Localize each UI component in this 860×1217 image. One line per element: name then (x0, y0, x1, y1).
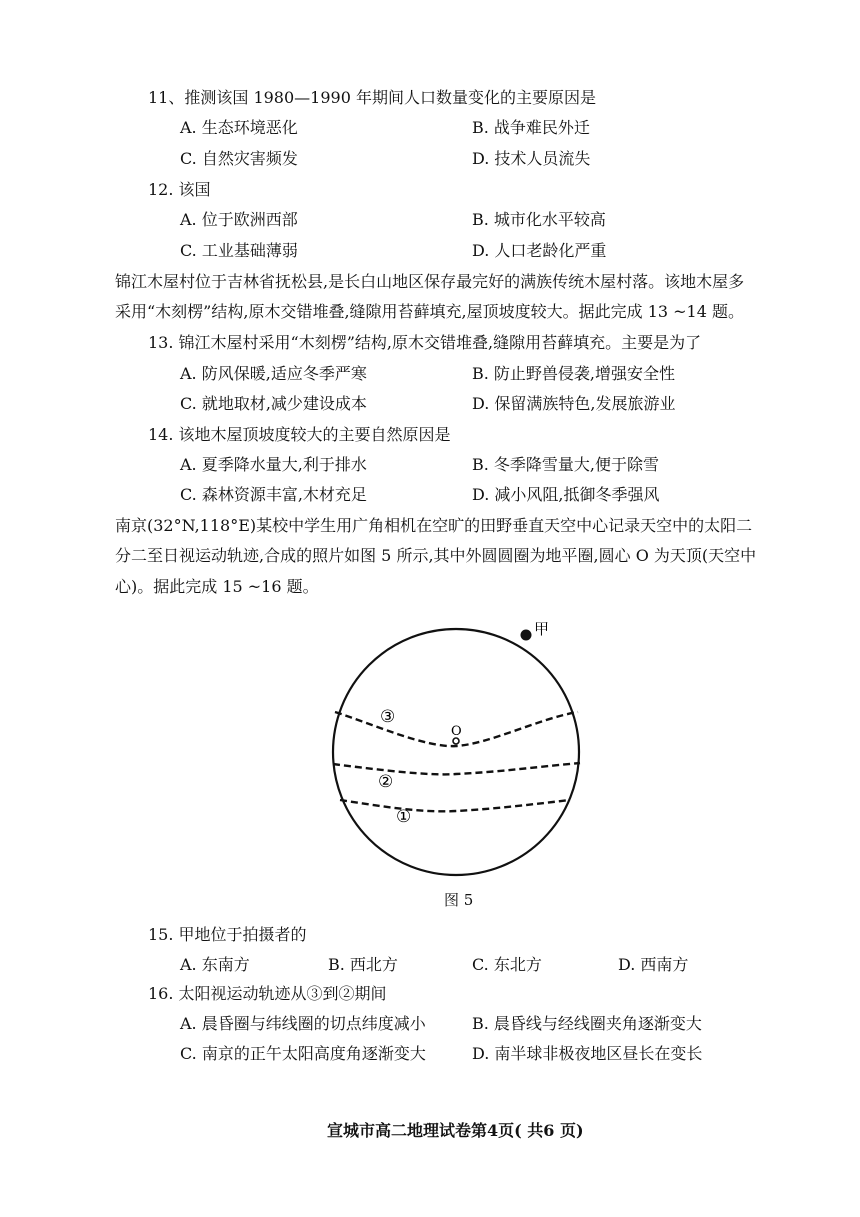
q13-option-a: A. 防风保暖,适应冬季严寒 (180, 364, 367, 383)
q14-option-c: C. 森林资源丰富,木材充足 (180, 485, 367, 504)
q12-option-b: B. 城市化水平较高 (472, 210, 606, 229)
passage-2-line-2: 分二至日视运动轨迹,合成的照片如图 5 所示,其中外圆圆圈为地平圈,圆心 O 为天顶(天空中 (115, 546, 757, 565)
q15-option-b: B. 西北方 (328, 955, 398, 974)
question-11-stem: 11、推测该国 1980—1990 年期间人口数量变化的主要原因是 (148, 88, 596, 107)
q16-option-a: A. 晨昏圈与纬线圈的切点纬度减小 (180, 1014, 426, 1033)
q12-option-d: D. 人口老龄化严重 (472, 241, 607, 260)
point-jia-label: 甲 (534, 620, 550, 638)
q15-option-c: C. 东北方 (472, 955, 542, 974)
zenith-label-o: O (451, 724, 462, 739)
question-16-stem: 16. 太阳视运动轨迹从③到②期间 (148, 984, 387, 1003)
q16-option-d: D. 南半球非极夜地区昼长在变长 (472, 1044, 703, 1063)
passage-1-line-1: 锦江木屋村位于吉林省抚松县,是长白山地区保存最完好的满族传统木屋村落。该地木屋多 (115, 272, 745, 291)
q14-option-a: A. 夏季降水量大,利于排水 (180, 455, 367, 474)
track-label-1: ① (396, 807, 412, 827)
q14-option-b: B. 冬季降雪量大,便于除雪 (472, 455, 660, 474)
q13-option-b: B. 防止野兽侵袭,增强安全性 (472, 364, 676, 383)
q11-option-d: D. 技术人员流失 (472, 149, 591, 168)
q11-option-a: A. 生态环境恶化 (180, 118, 298, 137)
q15-option-a: A. 东南方 (180, 955, 250, 974)
q12-option-a: A. 位于欧洲西部 (180, 210, 298, 229)
question-15-stem: 15. 甲地位于拍摄者的 (148, 925, 307, 944)
q16-option-b: B. 晨昏线与经线圈夹角逐渐变大 (472, 1014, 702, 1033)
q11-option-b: B. 战争难民外迁 (472, 118, 590, 137)
page-footer: 宣城市高二地理试卷第4页( 共6 页) (327, 1121, 584, 1140)
point-jia-marker (521, 630, 532, 641)
q13-option-c: C. 就地取材,减少建设成本 (180, 394, 367, 413)
question-14-stem: 14. 该地木屋顶坡度较大的主要自然原因是 (148, 425, 451, 444)
q16-option-c: C. 南京的正午太阳高度角逐渐变大 (180, 1044, 426, 1063)
sun-track-2 (333, 763, 580, 774)
q13-option-d: D. 保留满族特色,发展旅游业 (472, 394, 676, 413)
passage-1-line-2: 采用“木刻楞”结构,原木交错堆叠,缝隙用苔藓填充,屋顶坡度较大。据此完成 13 ~14 题。 (115, 302, 745, 321)
track-label-2: ② (378, 772, 394, 792)
sun-track-1 (340, 800, 570, 811)
sun-path-figure (330, 618, 590, 878)
question-13-stem: 13. 锦江木屋村采用“木刻楞”结构,原木交错堆叠,缝隙用苔藓填充。主要是为了 (148, 333, 702, 352)
q11-option-c: C. 自然灾害频发 (180, 149, 298, 168)
passage-2-line-3: 心)。据此完成 15 ~16 题。 (115, 577, 319, 596)
q15-option-d: D. 西南方 (618, 955, 689, 974)
figure-caption: 图 5 (444, 891, 474, 909)
track-label-3: ③ (380, 707, 396, 727)
q14-option-d: D. 减小风阻,抵御冬季强风 (472, 485, 660, 504)
question-12-stem: 12. 该国 (148, 180, 211, 199)
horizon-circle (333, 629, 579, 875)
q12-option-c: C. 工业基础薄弱 (180, 241, 298, 260)
passage-2-line-1: 南京(32°N,118°E)某校中学生用广角相机在空旷的田野垂直天空中心记录天空中的太阳二 (115, 516, 753, 535)
